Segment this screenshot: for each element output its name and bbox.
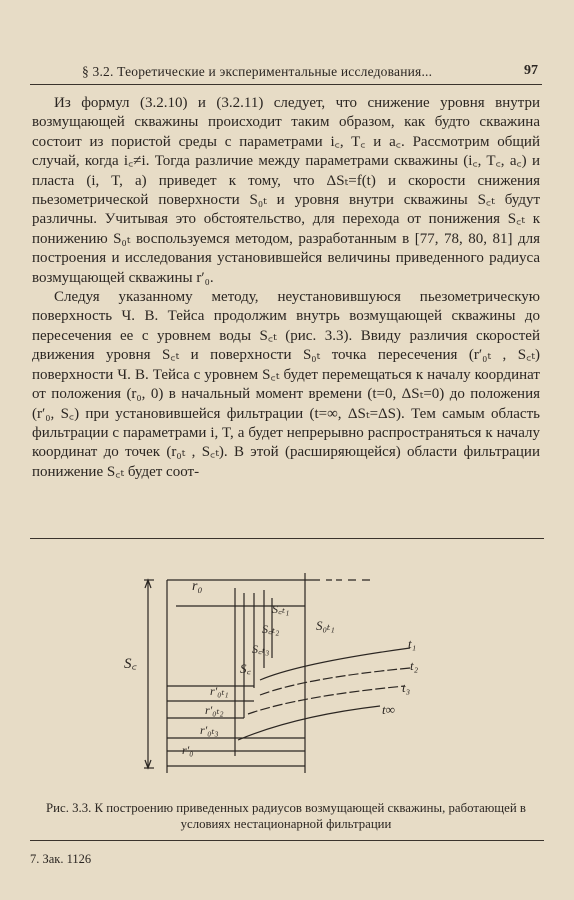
- paragraph-1: Из формул (3.2.10) и (3.2.11) следует, что снижение уровня внутри возмущающей скважины происходит таким образом, как будто скважина состоит из пористой среды с параметрами i꜀, T꜀ и a꜀. Рассмотрим общий случай, когда i꜀≠i. Тогда различие между параметрами скважины (i꜀, T꜀, a꜀) и пласта (i, T, a) приведет к тому, что ΔSₜ=f(t) и скорости снижения пьезометрической поверхности S₀ₜ и уровня внутри скважины S꜀ₜ будут различны. Учитывая это обстоятельство, для перехода от понижения S꜀ₜ к понижению S₀ₜ воспользуемся методом, разработанным в [77, 78, 80, 81] для построения и исследования установившейся величины приведенного радиуса возмущающей скважины r′₀.: [32, 95, 540, 286]
- label-sc-inner: S꜀: [240, 661, 251, 676]
- label-t3: t₃: [402, 680, 411, 695]
- header-title: § 3.2. Теоретические и экспериментальные исследования...: [82, 64, 433, 79]
- label-sct3: S꜀ₜ₃: [252, 642, 270, 656]
- curve-t1: [260, 648, 410, 680]
- label-t1: t₁: [408, 636, 417, 651]
- label-sct1: S꜀ₜ₁: [272, 602, 290, 616]
- label-rot1: r′₀ₜ₁: [210, 684, 229, 698]
- body-text: [32, 94, 540, 482]
- figure-caption: Рис. 3.3. К построению приведенных радиусов возмущающей скважины, работающей в условиях нестационарной фильтрации: [46, 801, 526, 831]
- label-r0-prime: r′₀: [182, 743, 194, 757]
- print-order-footer: 7. Зак. 1126: [30, 852, 92, 866]
- label-t2: t₂: [410, 658, 419, 673]
- page-number: 97: [524, 63, 538, 78]
- label-rot2: r′₀ₜ₂: [205, 703, 224, 717]
- figure-3-3: [120, 568, 450, 793]
- figure-top-rule: [30, 538, 544, 539]
- label-r0-top: r₀: [192, 579, 203, 594]
- label-sc: S꜀: [124, 656, 137, 672]
- label-rot3: r′₀ₜ₃: [200, 723, 219, 737]
- curve-tinf: [238, 706, 380, 740]
- paragraph-2: Следуя указанному методу, неустановившуюся пьезометрическую поверхность Ч. В. Тейса продолжим внутрь возмущающей скважины до пересечения ее с уровнем воды S꜀ₜ (рис. 3.3). Ввиду различия скоростей движения уровня S꜀ₜ и поверхности S₀ₜ точка пересечения (r′₀ₜ , S꜀ₜ) поверхности Ч. В. Тейса с уровнем S꜀ₜ будет перемещаться к началу координат от положения (r₀, 0) в начальный момент времени (t=0, ΔSₜ=0) до положения (r′₀, S꜀) при установившейся фильтрации (t=∞, ΔSₜ=ΔS). Тем самым область фильтрации с параметрами i, T, a будет непрерывно распространяться к началу координат до точек (r₀ₜ , S꜀ₜ). В этой (расширяющейся) области фильтрации понижение S꜀ₜ будет соот-: [32, 289, 540, 480]
- label-sct2: S꜀ₜ₂: [262, 622, 280, 636]
- running-header: [30, 62, 542, 85]
- label-s0t1: S₀ₜ₁: [316, 618, 335, 633]
- footer-rule: [30, 840, 544, 841]
- label-tinf: t∞: [382, 702, 395, 717]
